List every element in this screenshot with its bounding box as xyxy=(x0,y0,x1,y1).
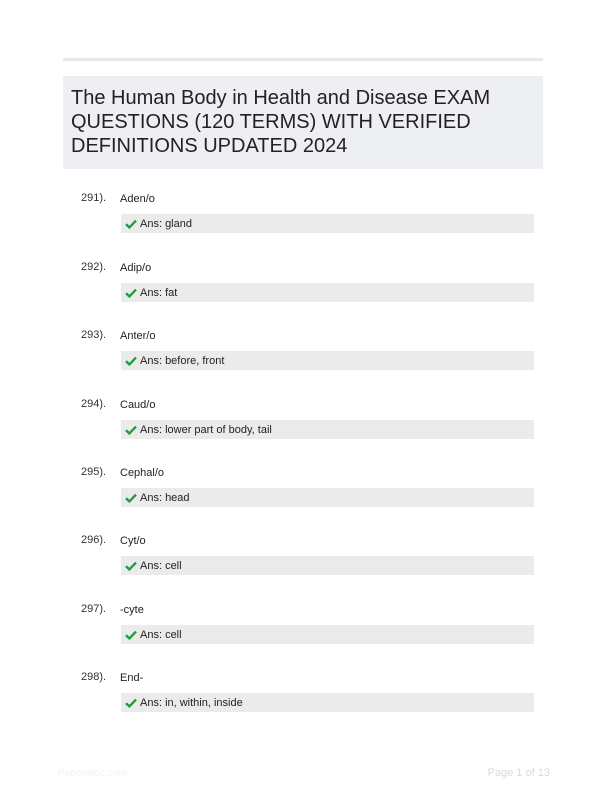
check-icon xyxy=(125,561,137,571)
question-number: 292). xyxy=(81,261,107,273)
answer-box xyxy=(121,283,534,302)
question-number: 294). xyxy=(81,398,107,410)
check-icon xyxy=(125,356,137,366)
answer-text: Ans: head xyxy=(140,491,190,504)
question-term: Anter/o xyxy=(120,330,156,342)
question-term: Cyt/o xyxy=(120,535,146,547)
question-number: 298). xyxy=(81,671,107,683)
check-icon xyxy=(125,493,137,503)
question-term: End- xyxy=(120,672,144,684)
question-number: 295). xyxy=(81,466,107,478)
check-icon xyxy=(125,698,137,708)
question-number: 296). xyxy=(81,534,107,546)
title-box xyxy=(63,76,543,169)
question-term: Aden/o xyxy=(120,193,155,205)
check-icon xyxy=(125,219,137,229)
page-number: Page 1 of 13 xyxy=(487,767,550,779)
answer-text: Ans: cell xyxy=(140,559,182,572)
answer-text: Ans: gland xyxy=(140,217,192,230)
check-icon xyxy=(125,425,137,435)
check-icon xyxy=(125,288,137,298)
question-term: -cyte xyxy=(120,604,144,616)
answer-text: Ans: cell xyxy=(140,628,182,641)
question-term: Adip/o xyxy=(120,262,152,274)
question-number: 291). xyxy=(81,192,107,204)
question-number: 297). xyxy=(81,603,107,615)
answer-text: Ans: fat xyxy=(140,286,178,299)
footer-site-watermark: Paperstitic.com xyxy=(58,768,127,779)
answer-box xyxy=(121,488,534,507)
answer-box xyxy=(121,625,534,644)
answer-text: Ans: lower part of body, tail xyxy=(140,423,272,436)
answer-box xyxy=(121,556,534,575)
answer-box xyxy=(121,420,534,439)
answer-box xyxy=(121,214,534,233)
answer-box xyxy=(121,351,534,370)
answer-text: Ans: in, within, inside xyxy=(140,696,243,709)
question-term: Cephal/o xyxy=(120,467,165,479)
check-icon xyxy=(125,630,137,640)
question-number: 293). xyxy=(81,329,107,341)
document-title: The Human Body in Health and Disease EXAM QUESTIONS (120 TERMS) WITH VERIFIED DEFINITIONS UPDATED 2024 xyxy=(71,87,491,157)
top-divider xyxy=(63,58,543,61)
answer-box xyxy=(121,693,534,712)
question-term: Caud/o xyxy=(120,399,156,411)
answer-text: Ans: before, front xyxy=(140,354,225,367)
